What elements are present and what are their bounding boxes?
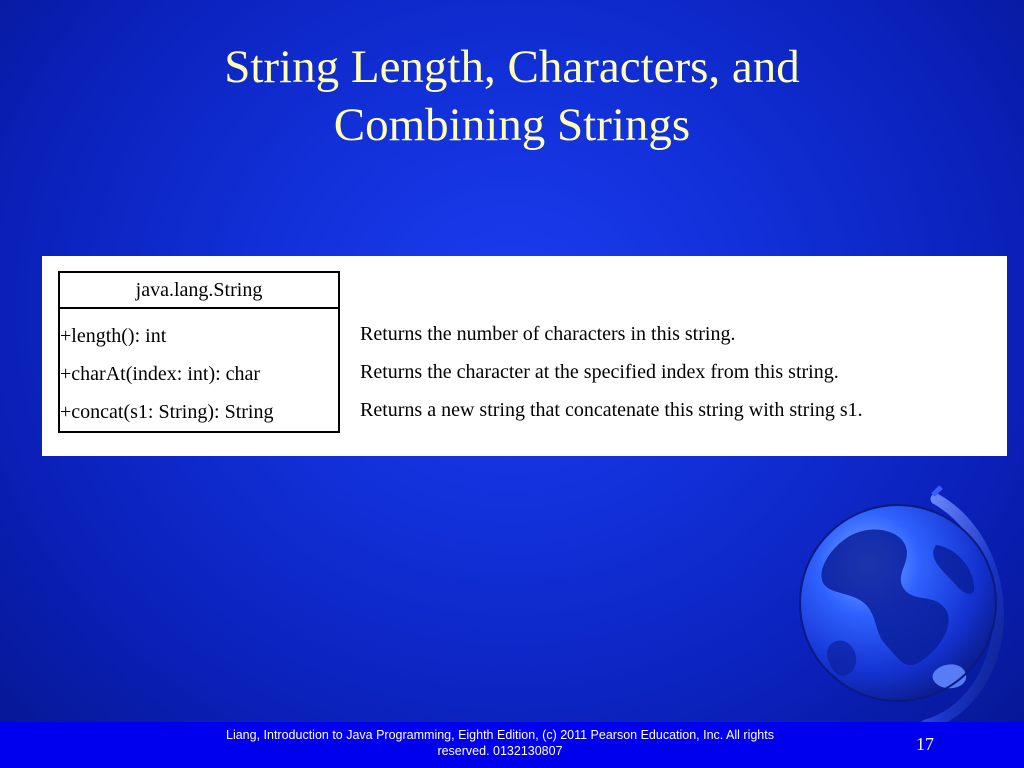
- slide-title: [0, 38, 1024, 154]
- globe-icon: [786, 485, 1016, 735]
- uml-diagram-panel: [42, 256, 1007, 456]
- uml-class-name: java.lang.String: [60, 273, 338, 309]
- uml-method-list: [60, 309, 338, 431]
- slide-title-line-2: Combining Strings: [333, 99, 691, 151]
- slide-title-line-1: String Length, Characters, and: [224, 41, 800, 93]
- page-number: 17: [916, 734, 934, 754]
- method-descriptions: [360, 315, 863, 429]
- uml-method-concat: +concat(s1: String): String: [60, 401, 274, 423]
- description-charat: Returns the character at the specified index from this string.: [360, 361, 839, 383]
- uml-method-length: +length(): int: [60, 325, 167, 347]
- uml-method-charat: +charAt(index: int): char: [60, 363, 261, 385]
- description-length: Returns the number of characters in this string.: [360, 323, 736, 345]
- uml-class-box: [58, 271, 340, 433]
- footer-credit: Liang, Introduction to Java Programming, Eighth Edition, (c) 2011 Pearson Education, Inc. All rights reserved. 0132130807: [226, 728, 774, 758]
- description-concat: Returns a new string that concatenate this string with string s1.: [360, 399, 863, 421]
